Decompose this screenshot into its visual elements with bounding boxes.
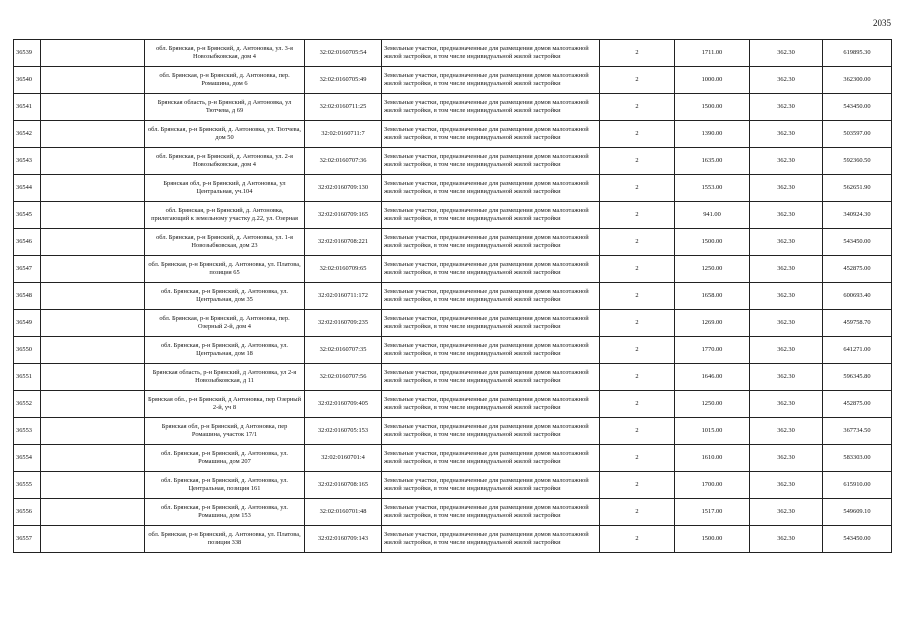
land-use-cell: Земельные участки, предназначенные для размещения домов малоэтажной жилой застройки, в том числе индивидуальной жилой застройки: [382, 121, 600, 148]
blank-cell: [41, 121, 145, 148]
category-cell: 2: [600, 283, 675, 310]
blank-cell: [41, 283, 145, 310]
address-cell: обл. Брянская, р-н Брянский, д. Антоновка, ул. Центральная, дом 35: [145, 283, 305, 310]
address-cell: Брянская обл., р-н Брянский, д Антоновка, пер Озерный 2-й, уч 8: [145, 391, 305, 418]
cadastral-value-cell: 503597.00: [823, 121, 892, 148]
cadastral-value-cell: 543450.00: [823, 229, 892, 256]
address-cell: обл. Брянская, р-н Брянский, д. Антоновка, ул. Платова, позиция 65: [145, 256, 305, 283]
table-row: [14, 499, 892, 526]
blank-cell: [41, 526, 145, 553]
land-use-cell: Земельные участки, предназначенные для размещения домов малоэтажной жилой застройки, в том числе индивидуальной жилой застройки: [382, 40, 600, 67]
category-cell: 2: [600, 175, 675, 202]
cadastral-value-cell: 592360.50: [823, 148, 892, 175]
blank-cell: [41, 418, 145, 445]
row-number-cell: 36546: [14, 229, 41, 256]
cadastral-number-cell: 32:02:0160711:25: [305, 94, 382, 121]
land-use-cell: Земельные участки, предназначенные для размещения домов малоэтажной жилой застройки, в том числе индивидуальной жилой застройки: [382, 445, 600, 472]
land-use-cell: Земельные участки, предназначенные для размещения домов малоэтажной жилой застройки, в том числе индивидуальной жилой застройки: [382, 310, 600, 337]
page-number: 2035: [873, 18, 891, 28]
address-cell: Брянская обл, р-н Брянский, д Антоновка, пер Ромашина, участок 17/1: [145, 418, 305, 445]
address-cell: обл. Брянская, р-н Брянский, д. Антоновка, пер. Ромашина, дом 6: [145, 67, 305, 94]
row-number-cell: 36547: [14, 256, 41, 283]
category-cell: 2: [600, 445, 675, 472]
cadastral-value-cell: 452875.00: [823, 391, 892, 418]
specific-value-cell: 362.30: [750, 94, 823, 121]
area-cell: 1390.00: [675, 121, 750, 148]
cadastral-value-cell: 459758.70: [823, 310, 892, 337]
table-row: [14, 67, 892, 94]
area-cell: 1250.00: [675, 391, 750, 418]
category-cell: 2: [600, 337, 675, 364]
address-cell: обл. Брянская, р-н Брянский, д. Антоновка, ул. Ромашина, дом 207: [145, 445, 305, 472]
blank-cell: [41, 229, 145, 256]
specific-value-cell: 362.30: [750, 148, 823, 175]
cadastral-value-cell: 583303.00: [823, 445, 892, 472]
cadastral-value-cell: 619895.30: [823, 40, 892, 67]
row-number-cell: 36550: [14, 337, 41, 364]
table-row: [14, 256, 892, 283]
category-cell: 2: [600, 229, 675, 256]
area-cell: 1250.00: [675, 256, 750, 283]
area-cell: 1015.00: [675, 418, 750, 445]
cadastral-number-cell: 32:02:0160709:143: [305, 526, 382, 553]
address-cell: обл. Брянская, р-н Брянский, д. Антоновка, ул. Ромашина, дом 153: [145, 499, 305, 526]
category-cell: 2: [600, 310, 675, 337]
land-use-cell: Земельные участки, предназначенные для размещения домов малоэтажной жилой застройки, в том числе индивидуальной жилой застройки: [382, 418, 600, 445]
blank-cell: [41, 148, 145, 175]
cadastral-number-cell: 32:02:0160709:130: [305, 175, 382, 202]
land-use-cell: Земельные участки, предназначенные для размещения домов малоэтажной жилой застройки, в том числе индивидуальной жилой застройки: [382, 337, 600, 364]
specific-value-cell: 362.30: [750, 175, 823, 202]
table-row: [14, 364, 892, 391]
row-number-cell: 36555: [14, 472, 41, 499]
address-cell: обл. Брянская, р-н Брянский, д. Антоновка, ул. Центральная, позиция 161: [145, 472, 305, 499]
table-row: [14, 175, 892, 202]
blank-cell: [41, 364, 145, 391]
table-row: [14, 40, 892, 67]
category-cell: 2: [600, 121, 675, 148]
category-cell: 2: [600, 472, 675, 499]
table-body: [14, 40, 892, 553]
address-cell: обл. Брянская, р-н Брянский, д. Антоновка, пер. Озерный 2-й, дом 4: [145, 310, 305, 337]
row-number-cell: 36556: [14, 499, 41, 526]
category-cell: 2: [600, 391, 675, 418]
category-cell: 2: [600, 67, 675, 94]
land-use-cell: Земельные участки, предназначенные для размещения домов малоэтажной жилой застройки, в том числе индивидуальной жилой застройки: [382, 391, 600, 418]
area-cell: 1711.00: [675, 40, 750, 67]
table-row: [14, 148, 892, 175]
cadastral-number-cell: 32:02:0160708:221: [305, 229, 382, 256]
blank-cell: [41, 391, 145, 418]
cadastral-value-cell: 543450.00: [823, 94, 892, 121]
specific-value-cell: 362.30: [750, 499, 823, 526]
category-cell: 2: [600, 499, 675, 526]
land-use-cell: Земельные участки, предназначенные для размещения домов малоэтажной жилой застройки, в том числе индивидуальной жилой застройки: [382, 67, 600, 94]
blank-cell: [41, 40, 145, 67]
cadastral-number-cell: 32:02:0160707:36: [305, 148, 382, 175]
table-row: [14, 337, 892, 364]
cadastral-value-cell: 615910.00: [823, 472, 892, 499]
address-cell: обл. Брянская, р-н Брянский, д. Антоновка, ул. 2-я Новозыбковская, дом 4: [145, 148, 305, 175]
land-use-cell: Земельные участки, предназначенные для размещения домов малоэтажной жилой застройки, в том числе индивидуальной жилой застройки: [382, 364, 600, 391]
address-cell: Брянская область, р-н Брянский, д Антоновка, ул 2-я Новозыбковская, д 11: [145, 364, 305, 391]
category-cell: 2: [600, 94, 675, 121]
blank-cell: [41, 175, 145, 202]
blank-cell: [41, 310, 145, 337]
specific-value-cell: 362.30: [750, 40, 823, 67]
land-use-cell: Земельные участки, предназначенные для размещения домов малоэтажной жилой застройки, в том числе индивидуальной жилой застройки: [382, 229, 600, 256]
land-use-cell: Земельные участки, предназначенные для размещения домов малоэтажной жилой застройки, в том числе индивидуальной жилой застройки: [382, 175, 600, 202]
specific-value-cell: 362.30: [750, 445, 823, 472]
specific-value-cell: 362.30: [750, 283, 823, 310]
blank-cell: [41, 94, 145, 121]
area-cell: 1500.00: [675, 526, 750, 553]
category-cell: 2: [600, 256, 675, 283]
table-row: [14, 202, 892, 229]
address-cell: обл. Брянская, р-н Брянский, д. Антоновка, ул. 3-я Новозыбковская, дом 4: [145, 40, 305, 67]
address-cell: обл. Брянская, р-н Брянский, д. Антоновка, прилегающий к земельному участку д.22, ул. Озерная: [145, 202, 305, 229]
address-cell: Брянская область, р-н Брянский, д Антоновка, ул Тютчева, д 69: [145, 94, 305, 121]
blank-cell: [41, 445, 145, 472]
table-row: [14, 121, 892, 148]
cadastral-number-cell: 32:02:0160709:165: [305, 202, 382, 229]
category-cell: 2: [600, 40, 675, 67]
cadastral-number-cell: 32:02:0160709:235: [305, 310, 382, 337]
table-row: [14, 391, 892, 418]
table-row: [14, 310, 892, 337]
land-use-cell: Земельные участки, предназначенные для размещения домов малоэтажной жилой застройки, в том числе индивидуальной жилой застройки: [382, 472, 600, 499]
land-use-cell: Земельные участки, предназначенные для размещения домов малоэтажной жилой застройки, в том числе индивидуальной жилой застройки: [382, 256, 600, 283]
table-row: [14, 229, 892, 256]
cadastral-value-cell: 600693.40: [823, 283, 892, 310]
area-cell: 1610.00: [675, 445, 750, 472]
cadastral-number-cell: 32:02:0160707:35: [305, 337, 382, 364]
land-use-cell: Земельные участки, предназначенные для размещения домов малоэтажной жилой застройки, в том числе индивидуальной жилой застройки: [382, 202, 600, 229]
area-cell: 1500.00: [675, 229, 750, 256]
row-number-cell: 36543: [14, 148, 41, 175]
cadastral-number-cell: 32:02:0160711:7: [305, 121, 382, 148]
category-cell: 2: [600, 418, 675, 445]
address-cell: обл. Брянская, р-н Брянский, д. Антоновка, ул. Тютчева, дом 50: [145, 121, 305, 148]
row-number-cell: 36544: [14, 175, 41, 202]
row-number-cell: 36540: [14, 67, 41, 94]
land-use-cell: Земельные участки, предназначенные для размещения домов малоэтажной жилой застройки, в том числе индивидуальной жилой застройки: [382, 283, 600, 310]
category-cell: 2: [600, 526, 675, 553]
area-cell: 1770.00: [675, 337, 750, 364]
area-cell: 1700.00: [675, 472, 750, 499]
address-cell: обл. Брянская, р-н Брянский, д. Антоновка, ул. 1-я Новозыбковская, дом 23: [145, 229, 305, 256]
area-cell: 1500.00: [675, 94, 750, 121]
cadastral-value-cell: 452875.00: [823, 256, 892, 283]
cadastral-number-cell: 32:02:0160707:56: [305, 364, 382, 391]
table-row: [14, 94, 892, 121]
cadastral-number-cell: 32:02:0160708:165: [305, 472, 382, 499]
blank-cell: [41, 499, 145, 526]
specific-value-cell: 362.30: [750, 418, 823, 445]
address-cell: Брянская обл, р-н Брянский, д Антоновка, ул Центральная, уч.104: [145, 175, 305, 202]
area-cell: 1646.00: [675, 364, 750, 391]
land-use-cell: Земельные участки, предназначенные для размещения домов малоэтажной жилой застройки, в том числе индивидуальной жилой застройки: [382, 94, 600, 121]
cadastral-number-cell: 32:02:0160705:54: [305, 40, 382, 67]
cadastral-value-cell: 641271.00: [823, 337, 892, 364]
blank-cell: [41, 202, 145, 229]
blank-cell: [41, 256, 145, 283]
specific-value-cell: 362.30: [750, 472, 823, 499]
cadastral-number-cell: 32:02:0160709:405: [305, 391, 382, 418]
area-cell: 1553.00: [675, 175, 750, 202]
cadastral-value-cell: 549609.10: [823, 499, 892, 526]
cadastral-value-cell: 562651.90: [823, 175, 892, 202]
row-number-cell: 36552: [14, 391, 41, 418]
cadastral-value-cell: 543450.00: [823, 526, 892, 553]
cadastral-number-cell: 32:02:0160701:48: [305, 499, 382, 526]
blank-cell: [41, 337, 145, 364]
row-number-cell: 36549: [14, 310, 41, 337]
specific-value-cell: 362.30: [750, 202, 823, 229]
land-use-cell: Земельные участки, предназначенные для размещения домов малоэтажной жилой застройки, в том числе индивидуальной жилой застройки: [382, 499, 600, 526]
table-row: [14, 472, 892, 499]
blank-cell: [41, 472, 145, 499]
area-cell: 1000.00: [675, 67, 750, 94]
row-number-cell: 36541: [14, 94, 41, 121]
cadastral-number-cell: 32:02:0160705:49: [305, 67, 382, 94]
table-row: [14, 445, 892, 472]
specific-value-cell: 362.30: [750, 310, 823, 337]
land-use-cell: Земельные участки, предназначенные для размещения домов малоэтажной жилой застройки, в том числе индивидуальной жилой застройки: [382, 148, 600, 175]
category-cell: 2: [600, 148, 675, 175]
area-cell: 1658.00: [675, 283, 750, 310]
cadastral-value-cell: 340924.30: [823, 202, 892, 229]
specific-value-cell: 362.30: [750, 391, 823, 418]
specific-value-cell: 362.30: [750, 229, 823, 256]
table-row: [14, 283, 892, 310]
cadastral-value-cell: 596345.80: [823, 364, 892, 391]
row-number-cell: 36548: [14, 283, 41, 310]
area-cell: 1269.00: [675, 310, 750, 337]
row-number-cell: 36554: [14, 445, 41, 472]
row-number-cell: 36553: [14, 418, 41, 445]
specific-value-cell: 362.30: [750, 256, 823, 283]
category-cell: 2: [600, 202, 675, 229]
row-number-cell: 36542: [14, 121, 41, 148]
land-use-cell: Земельные участки, предназначенные для размещения домов малоэтажной жилой застройки, в том числе индивидуальной жилой застройки: [382, 526, 600, 553]
table-row: [14, 418, 892, 445]
specific-value-cell: 362.30: [750, 526, 823, 553]
cadastral-number-cell: 32:02:0160709:65: [305, 256, 382, 283]
row-number-cell: 36545: [14, 202, 41, 229]
cadastral-value-cell: 367734.50: [823, 418, 892, 445]
row-number-cell: 36539: [14, 40, 41, 67]
area-cell: 1635.00: [675, 148, 750, 175]
category-cell: 2: [600, 364, 675, 391]
specific-value-cell: 362.30: [750, 121, 823, 148]
blank-cell: [41, 67, 145, 94]
cadastral-number-cell: 32:02:0160711:172: [305, 283, 382, 310]
row-number-cell: 36551: [14, 364, 41, 391]
area-cell: 1517.00: [675, 499, 750, 526]
specific-value-cell: 362.30: [750, 337, 823, 364]
cadastral-number-cell: 32:02:0160705:153: [305, 418, 382, 445]
specific-value-cell: 362.30: [750, 364, 823, 391]
cadastral-value-table: [13, 39, 892, 553]
cadastral-value-cell: 362300.00: [823, 67, 892, 94]
table-row: [14, 526, 892, 553]
cadastral-number-cell: 32:02:0160701:4: [305, 445, 382, 472]
address-cell: обл. Брянская, р-н Брянский, д. Антоновка, ул. Центральная, дом 18: [145, 337, 305, 364]
specific-value-cell: 362.30: [750, 67, 823, 94]
area-cell: 941.00: [675, 202, 750, 229]
row-number-cell: 36557: [14, 526, 41, 553]
address-cell: обл. Брянская, р-н Брянский, д. Антоновка, ул. Платова, позиция 338: [145, 526, 305, 553]
